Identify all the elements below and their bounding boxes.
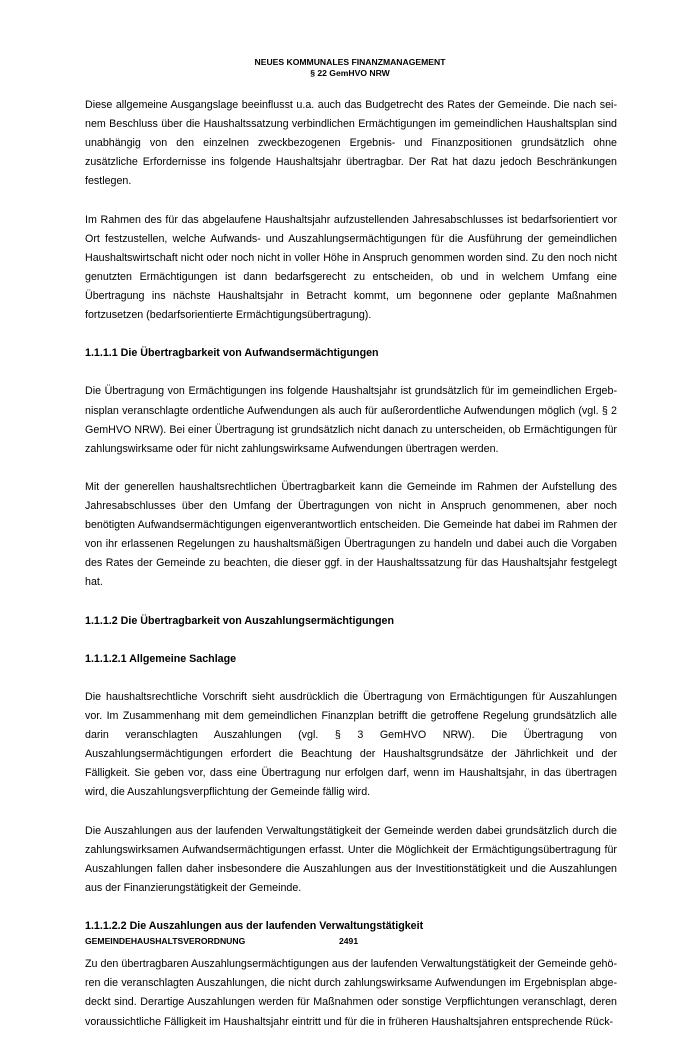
paragraph-1: Diese allgemeine Ausgangslage beeinflusst u.a. auch das Budgetrecht des Rates der Gemeinde. Die nach seinem Beschluss über die Haushaltssatzung verbindlichen Ermächtigungen im gemeindlichen Haushaltsplan sind unabhängig von den einzelnen zweckbezogenen Ergebnis- und Finanzpositionen grundsätzlich ohne zusätzliche Erfordernisse ins folgende Haushaltsjahr übertragbar. Der Rat hat dazu jedoch Beschränkungen festlegen. xyxy=(85,99,617,188)
page-header xyxy=(0,57,700,79)
footer-title: GEMEINDEHAUSHALTSVERORDNUNG xyxy=(85,936,246,946)
paragraph-7: Zu den übertragbaren Auszahlungsermächtigungen aus der laufenden Verwaltungstätigkeit der Gemeinde gehören die veranschlagten Auszahlungen, die nicht durch zahlungswirksame Aufwendungen im Ergebnisplan abgedeckt sind. Derartige Auszahlungen werden für Maßnahmen oder sonstige Verpflichtungen veranschlagt, deren voraussichtliche Fälligkeit im Haushaltsjahr eintritt und für die in früheren Haushaltsjahren entsprechende Rück- xyxy=(85,958,617,1028)
section-heading-1-1-1-2: 1.1.1.2 Die Übertragbarkeit von Auszahlungsermächtigungen xyxy=(85,614,395,627)
header-subtitle: § 22 GemHVO NRW xyxy=(310,68,390,78)
paragraph-2: Im Rahmen des für das abgelaufene Haushaltsjahr aufzustellenden Jahresabschlusses ist bedarfsorientiert vor Ort festzustellen, welche Aufwands- und Auszahlungsermächtigungen für die Ausführung der gemeindlichen Haushaltswirtschaft nicht oder noch nicht in voller Höhe in Anspruch genommen worden sind. Zu den noch nicht genutzten Ermächtigungen ist dann bedarfsgerecht zu entscheiden, ob und in welchem Umfang eine Übertragung ins nächste Haushaltsjahr in Betracht kommt, um begonnene oder geplante Maßnahmen fortzusetzen (bedarfsorientierte Ermächtigungsübertragung). xyxy=(85,213,617,322)
paragraph-5: Die haushaltsrechtliche Vorschrift sieht ausdrücklich die Übertragung von Ermächtigungen für Auszahlungen vor. Im Zusammenhang mit dem gemeindlichen Finanzplan betrifft die getroffene Regelung grundsätzlich alle darin veranschlagten Auszahlungen (vgl. § 3 GemHVO NRW). Die Übertragung von Auszahlungsermächtigungen erfordert die Beachtung der Haushaltsgrundsätze der Jährlichkeit und der Fälligkeit. Sie geben vor, dass eine Übertragung nur erfolgen darf, wenn im Haushaltsjahr, in das übertragen wird, die Auszahlungsverpflichtung der Gemeinde fällig wird. xyxy=(85,690,617,799)
paragraph-3: Die Übertragung von Ermächtigungen ins folgende Haushaltsjahr ist grundsätzlich für im gemeindlichen Ergebnisplan veranschlagte ordentliche Aufwendungen als auch für außerordentliche Aufwendungen möglich (vgl. § 2 GemHVO NRW). Bei einer Übertragung ist grundsätzlich nicht danach zu unterscheiden, ob Ermächtigungen für zahlungswirksame oder für nicht zahlungswirksame Aufwendungen übertragen werden. xyxy=(85,385,617,455)
section-heading-1-1-1-2-1: 1.1.1.2.1 Allgemeine Sachlage xyxy=(85,652,237,665)
section-heading-1-1-1-2-2: 1.1.1.2.2 Die Auszahlungen aus der laufenden Verwaltungstätigkeit xyxy=(85,920,424,933)
header-title: NEUES KOMMUNALES FINANZMANAGEMENT xyxy=(254,57,446,67)
paragraph-4: Mit der generellen haushaltsrechtlichen Übertragbarkeit kann die Gemeinde im Rahmen der Aufstellung des Jahresabschlusses über den Umfang der Übertragungen von nicht in Anspruch genommenen, aber noch benötigten Aufwandsermächtigungen eigenverantwortlich entscheiden. Die Gemeinde hat dabei im Rahmen der von ihr erlassenen Regelungen zu haushaltsmäßigen Übertragungen zu handeln und dabei auch die Vorgaben des Rates der Gemeinde zu beachten, die dieser ggf. in der Haushaltssatzung für das Haushaltsjahr festgelegt hat. xyxy=(85,480,617,589)
page-number: 2491 xyxy=(339,936,359,946)
document-body xyxy=(85,96,617,1051)
paragraph-6: Die Auszahlungen aus der laufenden Verwaltungstätigkeit der Gemeinde werden dabei grundsätzlich durch die zahlungswirksamen Aufwandsermächtigungen erfasst. Unter die Möglichkeit der Ermächtigungsübertragung für Auszahlungen fallen daher insbesondere die Auszahlungen aus der Investitionstätigkeit und die Auszahlungen aus der Finanzierungstätigkeit der Gemeinde. xyxy=(85,824,617,894)
section-heading-1-1-1-1: 1.1.1.1 Die Übertragbarkeit von Aufwandsermächtigungen xyxy=(85,347,379,360)
